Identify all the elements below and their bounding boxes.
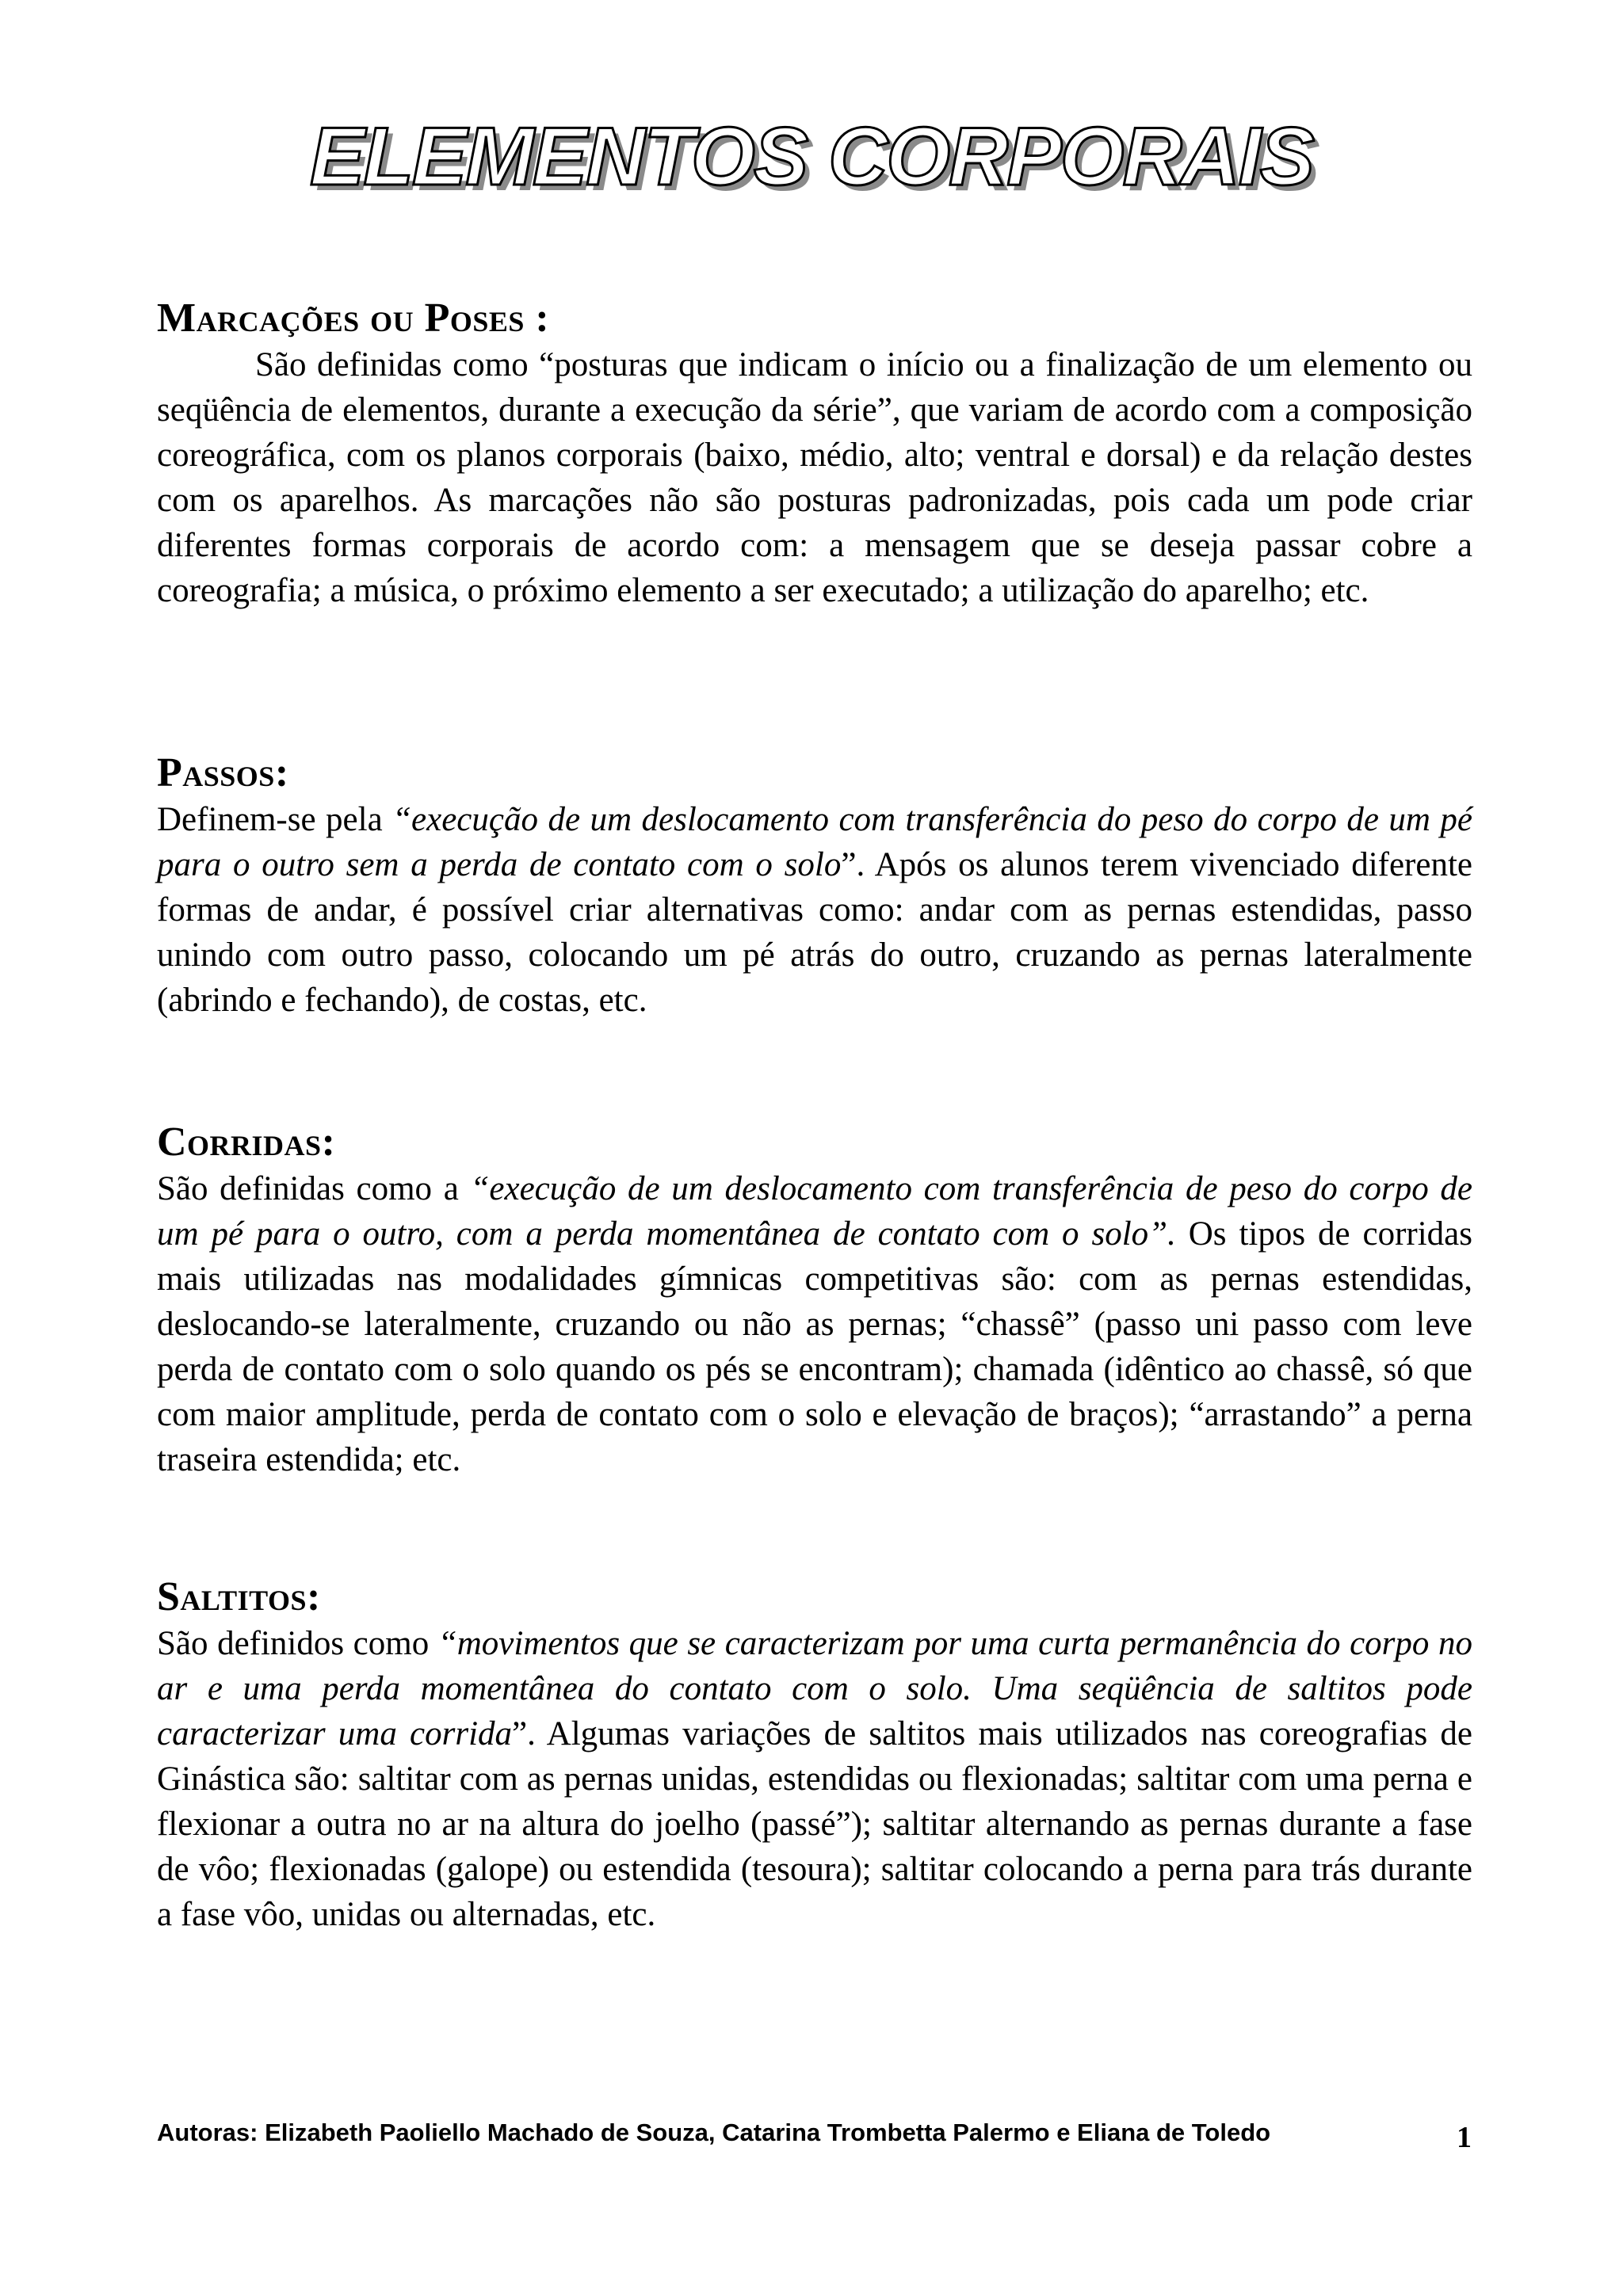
- page-number: 1: [1457, 2121, 1472, 2154]
- section-body-passos: [157, 797, 1472, 1023]
- section-heading-passos: Passos:: [157, 750, 289, 795]
- section-corridas: [157, 1119, 1472, 1482]
- saltitos-definition-quote: “movimentos que se caracterizam por uma curta permanência do corpo no ar e uma perda momentânea do contato com o solo. Uma seqüência de saltitos pode caracterizar uma corrida: [157, 1625, 1472, 1753]
- footer-authors: Autoras: Elizabeth Paoliello Machado de Souza, Catarina Trombetta Palermo e Eliana de Toledo: [157, 2119, 1271, 2146]
- corridas-rest-text: Os tipos de corridas mais utilizadas nas modalidades gímnicas competitivas são: com as pernas estendidas, deslocando-se lateralmente, cruzando ou não as pernas; “chassê” (passo uni passo com leve perda de contato com o solo quando os pés se encontram); chamada (idêntico ao chassê, só que com maior amplitude, perda de contato com o solo e elevação de braços); “arrastando” a perna traseira estendida; etc.: [157, 1215, 1473, 1478]
- section-marcacoes: [157, 295, 1472, 613]
- passos-intro-text: Definem-se pela: [157, 801, 393, 838]
- saltitos-intro-text: São definidos como: [157, 1625, 438, 1662]
- passos-rest-text: ”. Após os alunos terem vivenciado diferente formas de andar, é possível criar alternativas como: andar com as pernas estendidas, passo unindo com outro passo, colocando um pé atrás do outro, cruzando as pernas lateralmente (abrindo e fechando), de costas, etc.: [157, 846, 1472, 1019]
- section-heading-marcacoes: Marcações ou Poses :: [157, 296, 550, 341]
- page-title: ELEMENTOS CORPORAIS: [309, 111, 1313, 203]
- passos-definition-quote: “execução de um deslocamento com transferência do peso do corpo de um pé para o outro sem a perda de contato com o solo: [157, 801, 1472, 883]
- section-heading-saltitos: Saltitos:: [157, 1574, 321, 1619]
- section-passos: [157, 749, 1472, 1023]
- section-body-saltitos: [157, 1621, 1472, 1937]
- section-body-marcacoes: São definidas como “posturas que indicam o início ou a finalização de um elemento ou seqüência de elementos, durante a execução da série”, que variam de acordo com a composição coreográfica, com os planos corporais (baixo, médio, alto; ventral e dorsal) e da relação destes com os aparelhos. As marcações não são posturas padronizadas, pois cada um pode criar diferentes formas corporais de acordo com: a mensagem que se deseja passar cobre a coreografia; a música, o próximo elemento a ser executado; a utilização do aparelho; etc.: [157, 346, 1472, 609]
- corridas-definition-quote: “execução de um deslocamento com transferência de peso do corpo de um pé para o outro, com a perda momentânea de contato com o solo”.: [157, 1170, 1472, 1253]
- saltitos-rest-text: ”. Algumas variações de saltitos mais utilizados nas coreografias de Ginástica são: saltitar com as pernas unidas, estendidas ou flexionadas; saltitar com uma perna e flexionar a outra no ar na altura do joelho (passé”); saltitar alternando as pernas durante a fase de vôo; flexionadas (galope) ou estendida (tesoura); saltitar colocando a perna para trás durante a fase vôo, unidas ou alternadas, etc.: [157, 1715, 1472, 1933]
- section-body-corridas: [157, 1166, 1472, 1482]
- corridas-intro-text: São definidas como a: [157, 1170, 471, 1207]
- section-heading-corridas: Corridas:: [157, 1119, 336, 1165]
- section-saltitos: [157, 1573, 1472, 1937]
